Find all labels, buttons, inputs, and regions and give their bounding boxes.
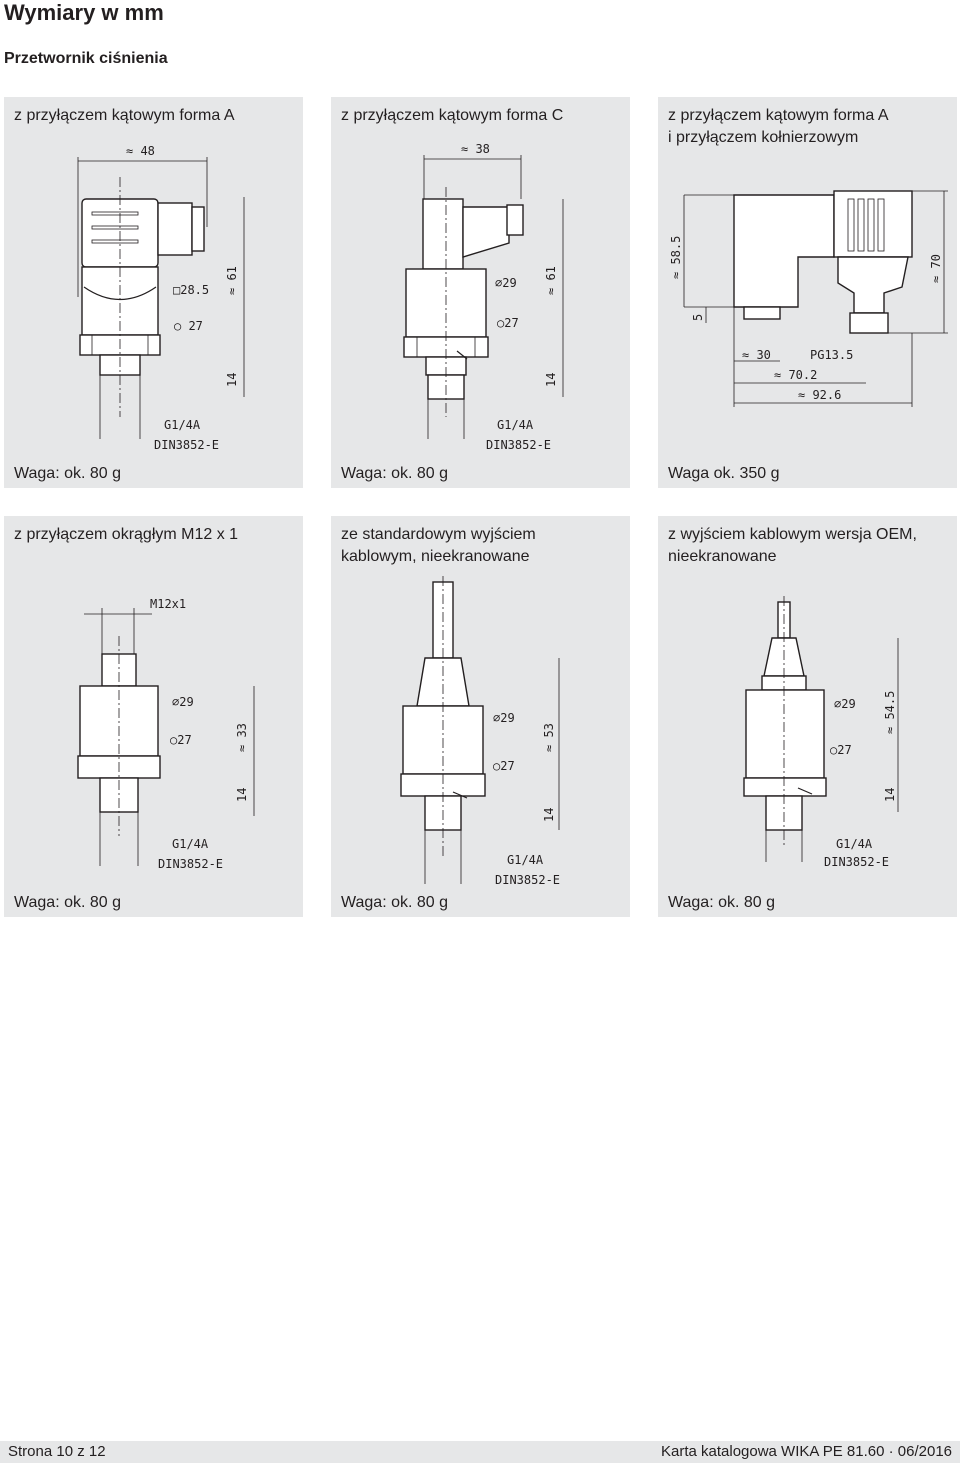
panel-caption: ze standardowym wyjściem kablowym, nieekranowane — [341, 526, 536, 565]
dim-height: ≈ 33 — [235, 723, 249, 752]
dim-thread: G1/4A — [497, 418, 534, 432]
dim-thread-length: 14 — [883, 787, 897, 802]
panel-angular-form-c — [331, 97, 630, 488]
dim-diameter: ⌀29 — [493, 711, 515, 725]
dim-square: □28.5 — [173, 283, 210, 297]
panel-angular-form-a-flange — [658, 97, 957, 488]
drawing-angular-form-c — [331, 97, 630, 488]
panel-weight: Waga: ok. 80 g — [14, 465, 122, 482]
dim-thread: G1/4A — [172, 837, 209, 851]
panel-weight: Waga: ok. 80 g — [341, 894, 449, 911]
dim-thread-length: 14 — [544, 372, 558, 387]
footer-page-number: Strona 10 z 12 — [8, 1443, 106, 1460]
dim-thread-length: 14 — [542, 807, 556, 822]
dim-hex: ○27 — [493, 759, 515, 773]
panel-oem-cable — [658, 516, 957, 917]
drawing-oem-cable — [658, 516, 957, 917]
dim-diameter: ⌀29 — [495, 276, 517, 290]
panel-caption: z przyłączem kątowym forma A i przyłączem kołnierzowym — [668, 107, 889, 146]
dim-width-1: ≈ 30 — [742, 348, 771, 362]
dim-thread: G1/4A — [507, 853, 544, 867]
panel-m12-connector — [4, 516, 303, 917]
panel-standard-cable — [331, 516, 630, 917]
panel-caption: z przyłączem okrągłym M12 x 1 — [14, 526, 239, 543]
panel-weight: Waga ok. 350 g — [668, 465, 780, 482]
dim-thread: G1/4A — [164, 418, 201, 432]
panel-weight: Waga: ok. 80 g — [668, 894, 776, 911]
dim-diameter: ⌀29 — [834, 697, 856, 711]
dim-top: ≈ 48 — [126, 144, 155, 158]
dim-thread-length: 14 — [235, 787, 249, 802]
dim-top: M12x1 — [150, 597, 187, 611]
dim-height: ≈ 54.5 — [883, 690, 897, 734]
section-title: Przetwornik ciśnienia — [4, 50, 168, 67]
panel-caption: z wyjściem kablowym wersja OEM, nieekranowane — [668, 526, 917, 565]
dim-hex: ○27 — [170, 733, 192, 747]
dim-width-2: ≈ 70.2 — [774, 368, 818, 382]
page-title: Wymiary w mm — [4, 0, 164, 25]
dim-thread: G1/4A — [836, 837, 873, 851]
drawing-standard-cable — [331, 516, 630, 917]
dim-hex: ○27 — [830, 743, 852, 757]
panel-caption: z przyłączem kątowym forma A — [14, 107, 235, 124]
dim-standard: DIN3852-E — [158, 857, 224, 871]
page-footer — [0, 1441, 960, 1463]
dim-standard: DIN3852-E — [824, 855, 890, 869]
drawing-m12-connector — [4, 516, 303, 917]
dim-height-2: ≈ 70 — [929, 254, 943, 283]
panel-weight: Waga: ok. 80 g — [341, 465, 449, 482]
dim-gap: 5 — [691, 313, 705, 321]
dim-height-1: ≈ 58.5 — [669, 235, 683, 279]
dim-standard: DIN3852-E — [486, 438, 552, 452]
dim-hex: ○ 27 — [174, 319, 203, 333]
dim-gland: PG13.5 — [810, 348, 854, 362]
dim-top: ≈ 38 — [461, 142, 490, 156]
panel-weight: Waga: ok. 80 g — [14, 894, 122, 911]
dim-standard: DIN3852-E — [154, 438, 220, 452]
dim-height: ≈ 61 — [544, 266, 558, 295]
panel-caption: z przyłączem kątowym forma C — [341, 107, 564, 124]
dim-standard: DIN3852-E — [495, 873, 561, 887]
dim-diameter: ⌀29 — [172, 695, 194, 709]
drawing-angular-form-a-flange — [658, 97, 957, 488]
dim-thread-length: 14 — [225, 372, 239, 387]
dim-width-3: ≈ 92.6 — [798, 388, 842, 402]
footer-document-ref: Karta katalogowa WIKA PE 81.60 · 06/2016 — [660, 1443, 952, 1460]
panel-angular-form-a — [4, 97, 303, 488]
dim-hex: ○27 — [497, 316, 519, 330]
drawing-angular-form-a — [4, 97, 303, 488]
dim-height: ≈ 61 — [225, 266, 239, 295]
dim-height: ≈ 53 — [542, 723, 556, 752]
